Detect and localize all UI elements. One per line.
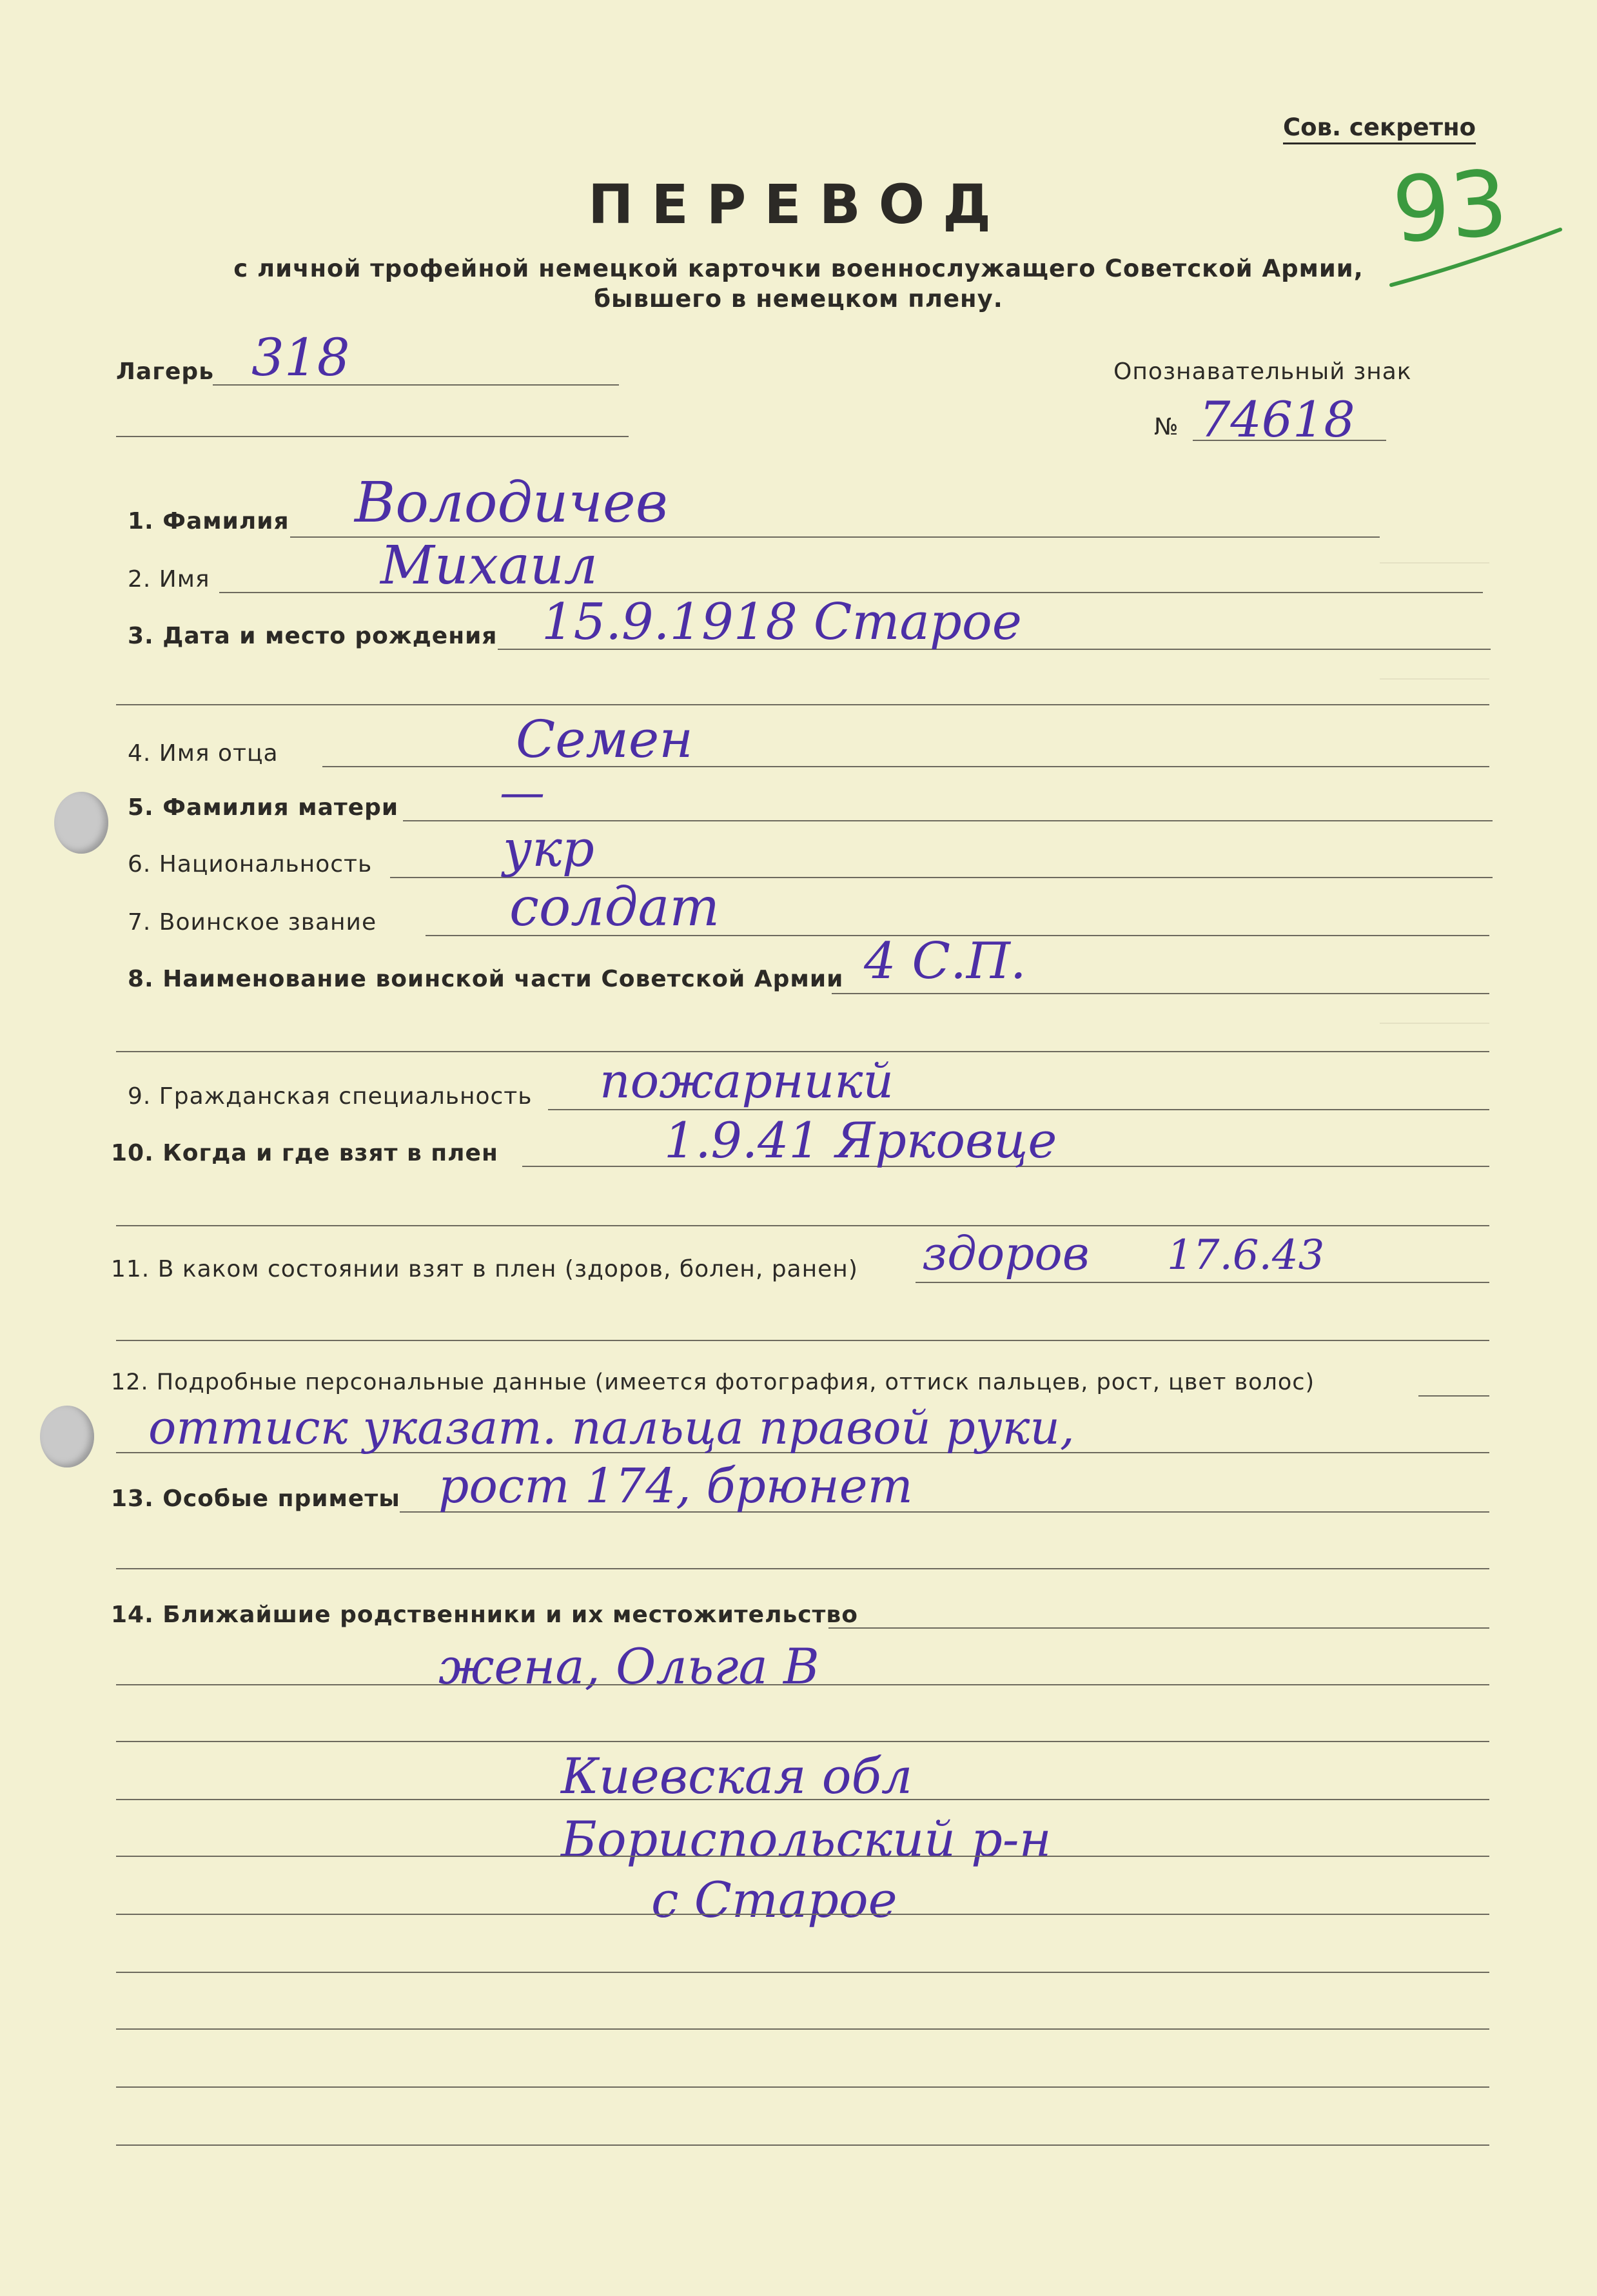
field-4-value: Семен (516, 709, 693, 769)
field-3-line-2 (116, 704, 1489, 705)
field-14-blank-line (116, 1799, 1489, 1800)
field-2-value: Михаил (380, 535, 598, 596)
field-8-label: 8. Наименование воинской части Советской Армии (128, 966, 844, 992)
archive-number: 93 (1389, 150, 1511, 264)
field-7-label: 7. Воинское звание (128, 909, 377, 936)
field-14-blank-line (116, 1684, 1489, 1685)
field-1-label: 1. Фамилия (128, 508, 289, 535)
field-11-line (916, 1282, 1489, 1283)
field-10-value: 1.9.41 Ярковце (664, 1112, 1057, 1169)
id-mark-label: Опознавательный знак (1113, 358, 1412, 385)
field-14-line-3: Бориспольский р-н (561, 1810, 1052, 1868)
camp-value: 318 (251, 328, 350, 388)
field-14-label: 14. Ближайшие родственники и их местожительство (111, 1602, 858, 1628)
field-14-blank-line (116, 2086, 1489, 2088)
field-14-blank-line (116, 1972, 1489, 1973)
classification-mark: Сов. секретно (1283, 113, 1476, 144)
field-11-line-2 (116, 1340, 1489, 1341)
punch-hole-top (54, 792, 108, 854)
field-4-label: 4. Имя отца (128, 740, 279, 767)
camp-label: Лагерь (116, 358, 214, 385)
document-subtitle-1: с личной трофейной немецкой карточки военнослужащего Советской Армии, (233, 255, 1364, 282)
field-10-line-2 (116, 1225, 1489, 1226)
field-11-date: 17.6.43 (1167, 1231, 1325, 1279)
show-through-line (1380, 678, 1489, 680)
field-3-label: 3. Дата и место рождения (128, 623, 498, 649)
document-title: ПЕРЕВОД (588, 173, 1009, 236)
field-13-line-2 (116, 1568, 1489, 1569)
field-3-value: 15.9.1918 Старое (542, 593, 1022, 651)
field-14-blank-line (116, 2144, 1489, 2146)
field-14-line-1: жена, Ольга В (438, 1638, 819, 1695)
field-11-value: здоров (922, 1226, 1090, 1280)
field-14-blank-line (116, 1741, 1489, 1742)
field-7-value: солдат (509, 877, 720, 938)
field-14-blank-line (116, 2028, 1489, 2030)
field-14-line-4: с Старое (651, 1871, 897, 1928)
field-9-label: 9. Гражданская специальность (128, 1083, 533, 1110)
field-6-label: 6. Национальность (128, 851, 373, 878)
field-10-label: 10. Когда и где взят в плен (111, 1140, 498, 1166)
id-number-value: 74618 (1199, 391, 1355, 448)
field-14-line-2: Киевская обл (561, 1747, 913, 1805)
field-2-label: 2. Имя (128, 566, 210, 593)
field-12-line (1418, 1395, 1489, 1397)
field-1-value: Володичев (355, 471, 668, 535)
field-12-value: оттиск указат. пальца правой руки, (148, 1400, 1075, 1455)
document-subtitle-2: бывшего в немецком плену. (594, 285, 1003, 313)
id-number-sign: № (1154, 414, 1179, 440)
show-through-line (1380, 562, 1489, 564)
field-14-line (828, 1627, 1489, 1629)
field-8-line (832, 993, 1489, 994)
field-13-label: 13. Особые приметы (111, 1486, 400, 1512)
field-8-value: 4 С.П. (864, 932, 1026, 990)
field-13-value: рост 174, брюнет (438, 1458, 913, 1514)
field-5-value: — (500, 766, 545, 819)
field-4-line (322, 766, 1489, 767)
field-14-blank-line (116, 1856, 1489, 1857)
punch-hole-bottom (40, 1406, 94, 1467)
field-8-line-2 (116, 1051, 1489, 1052)
field-14-blank-line (116, 1914, 1489, 1915)
field-5-label: 5. Фамилия матери (128, 794, 399, 821)
field-6-value: укр (503, 820, 594, 878)
show-through-line (1380, 1023, 1489, 1024)
field-12-label: 12. Подробные персональные данные (имеется фотография, оттиск пальцев, рост, цвет волос) (111, 1369, 1315, 1395)
field-9-line (548, 1109, 1489, 1110)
camp-line-2 (116, 436, 629, 437)
field-11-label: 11. В каком состоянии взят в плен (здоров, болен, ранен) (111, 1256, 858, 1282)
field-9-value: пожарникй (600, 1054, 894, 1109)
